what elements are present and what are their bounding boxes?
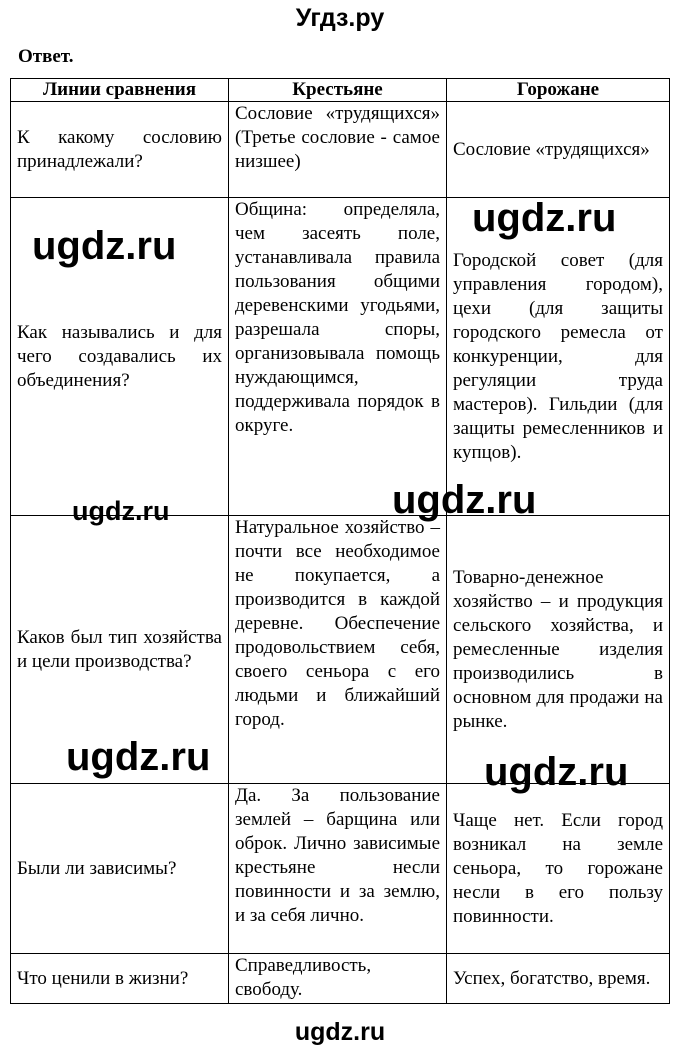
watermark: ugdz.ru bbox=[66, 735, 211, 779]
row-townspeople-cell: Успех, богатство, время. bbox=[447, 954, 670, 1004]
table-row bbox=[11, 102, 670, 198]
watermark: ugdz.ru bbox=[392, 478, 537, 522]
watermark: ugdz.ru bbox=[484, 750, 629, 794]
row-peasants-cell: Да. За пользование землей – барщина или оброк. Лично зависимые крестьяне несли повинности и за землю, и за себя лично. bbox=[229, 784, 447, 954]
row-peasants-cell: Справедливость, свободу. bbox=[229, 954, 447, 1004]
answer-label: Ответ. bbox=[18, 46, 74, 67]
watermark: ugdz.ru bbox=[472, 196, 617, 240]
row-question: Как назывались и для чего создавались их объединения? bbox=[11, 198, 229, 516]
row-question: Что ценили в жизни? bbox=[11, 954, 229, 1004]
row-question: Были ли зависимы? bbox=[11, 784, 229, 954]
header-comparison-lines: Линии сравнения bbox=[11, 79, 229, 102]
table-row bbox=[11, 784, 670, 954]
table-row bbox=[11, 954, 670, 1004]
header-townspeople: Горожане bbox=[447, 79, 670, 102]
row-townspeople-cell: Городской совет (для управления городом), цехи (для защиты городского ремесла от конкуренции, для регуляции труда мастеров). Гильдии (для защиты ремесленников и купцов). bbox=[447, 198, 670, 516]
row-townspeople-cell: Товарно-денежное хозяйство – и продукция сельского хозяйства, и ремесленные изделия производились в основном для продажи на рынке. bbox=[447, 516, 670, 784]
watermark: ugdz.ru bbox=[32, 224, 177, 268]
table-header-row bbox=[11, 79, 670, 102]
site-title: Угдз.ру bbox=[295, 4, 385, 32]
row-peasants-cell: Натуральное хозяйство – почти все необходимое не покупается, а производится в каждой деревне. Обеспечение продовольствием себя, своего сеньора с его людьми и ближайший город. bbox=[229, 516, 447, 784]
row-question: К какому сословию принадлежали? bbox=[11, 102, 229, 198]
header-peasants: Крестьяне bbox=[229, 79, 447, 102]
footer-watermark: ugdz.ru bbox=[294, 1018, 386, 1046]
watermark: ugdz.ru bbox=[72, 496, 170, 526]
row-townspeople-cell: Чаще нет. Если город возникал на земле сеньора, то горожане несли в его пользу повинности. bbox=[447, 784, 670, 954]
row-peasants-cell: Сословие «трудящихся» (Третье сословие - самое низшее) bbox=[229, 102, 447, 198]
row-townspeople-cell: Сословие «трудящихся» bbox=[447, 102, 670, 198]
row-peasants-cell: Община: определяла, чем засеять поле, устанавливала правила пользования общими деревенскими угодьями, разрешала споры, организовывала помощь нуждающимся, поддерживала порядок в округе. bbox=[229, 198, 447, 516]
row-question: Каков был тип хозяйства и цели производства? bbox=[11, 516, 229, 784]
